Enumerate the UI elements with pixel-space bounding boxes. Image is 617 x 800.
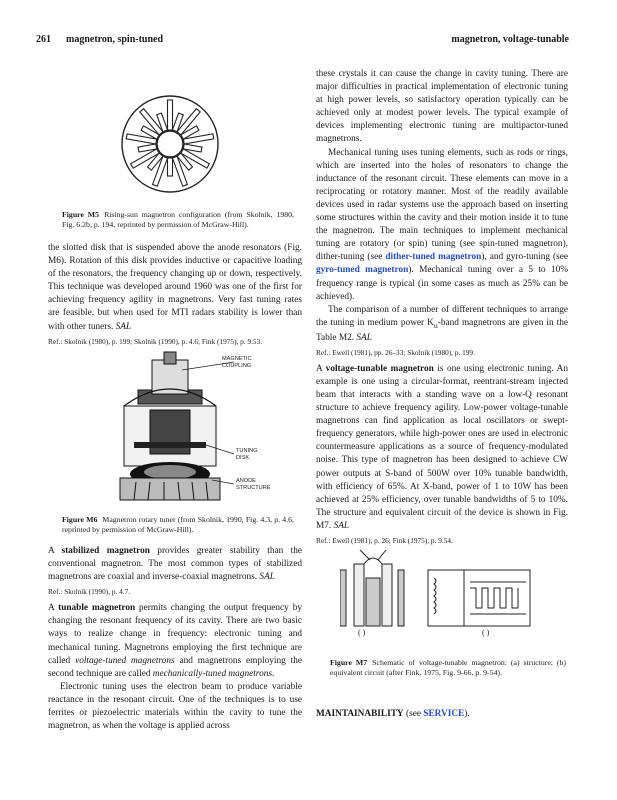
figure-m7-label: Figure M7 [330,658,368,667]
paragraph-slotted-disk: the slotted disk that is suspended above the anode resonators (Fig. M6). Rotation of this disk provides inductive or capacitive loading of the resonators, the frequency changing up or down, respectively. This technique was developed around 1960 was one of the first for achieving frequency agility in magnetrons. Very fast tuning rates are feasible, but when used for MTI radars stability is lower than with other tuners. SAL [48,243,302,332]
label-coupling: COUPLING [222,363,252,369]
term-tunable-magnetron: tunable magnetron [58,603,136,614]
right-column-text [316,68,568,551]
figure-m5-caption-text: Rising-sun magnetron configuration (from Skolnik, 1980, Fig. 6.2b, p. 194, reprinted by permission of McGraw-Hill). [62,210,294,230]
label-structure: STRUCTURE [236,485,271,491]
reference-stabilized: Ref.: Skolnik (1990), p. 4.7. [48,587,131,597]
page-number: 261 [36,34,51,45]
figure-m6-caption-text: Magnetron rotary tuner (from Skolnik, 1990, Fig. 4.3, p. 4.6, reprinted by permission of McGraw-Hill). [62,515,294,535]
figure-m5-rising-sun-drawing [118,92,222,196]
paragraph-stabilized-magnetron: A stabilized magnetron provides greater stability than the conventional magnetron. The most common types of stabilized magnetrons are coaxial and inverse-coaxial magnetrons. SAL [48,546,302,583]
label-magnetic: MAGNETIC [222,356,252,362]
label-anode: ANODE [236,478,256,484]
link-dither-tuned-magnetron[interactable]: dither-tuned magnetron [385,252,482,263]
author-initials: SAL [356,332,372,343]
reference-mechanical: Ref.: Ewell (1981), pp. 26–33; Skolnik (1980), p. 199. [316,347,475,357]
term-stabilized-magnetron: stabilized magnetron [61,546,150,556]
paragraph-mechanical-tuning: Mechanical tuning uses tuning elements, such as rods or rings, which are inserted into the holes of resonators to change the inductance of the resonant circuit. These elements can move in a reciprocating or rotatory manner. Most of the readily available devices used in radar systems use the approach based on inserting some structures within the cavity and their motion inside it to tune the magnetron. The main techniques to implement mechanical tuning are rotatory (or spin) tuning (see spin-tuned magnetron), dither-tuning (see dither-tuned magnetron), and gyro-tuning (see gyro-tuned magnetron). Mechanical tuning over a 5 to 10% frequency range is typical (in some cases as much as 25% can be achieved). [316,147,568,302]
author-initials: SAL [115,321,132,332]
author-initials: SAL [333,520,350,531]
figure-m7-label-a: ( ) [358,628,366,637]
figure-m7-caption [330,658,566,679]
figure-m6-caption [62,515,294,536]
paragraph-tunable-magnetron: A tunable magnetron permits changing the output frequency by changing the resonant frequency of its cavity. There are two basic ways to realize change in frequency: electronic tuning and mechanical tuning. Magnetrons employing the first technique are called voltage-tuned magnetrons and magnetrons employing the second technique are called mechanically-tuned magnetrons. [48,603,302,679]
resonator-slot [168,100,173,130]
figure-m7-caption-text: Schematic of voltage-tunable magnetron: (a) structure; (b) equivalent circuit (after Fink, 1975, Fig. 9-66, p. 9-54). [330,658,566,678]
maintainability-entry: MAINTAINABILITY (see SERVICE). [316,709,470,719]
paragraph-electronic-tuning: Electronic tuning uses the electron beam to produce variable reactance in the resonant circuit. One of the techniques is to use ferrites or piezoelectric materials within the cavity to tune the magnetron, as when the voltage is applied across [48,681,302,732]
paragraph-comparison: The comparison of a number of different techniques to arrange the tuning in medium power $K_u$-band magnetrons are given in the Table M2. SAL [316,304,568,343]
paragraph-voltage-tunable: A voltage-tunable magnetron is one using electronic tuning. An example is one using a circular-format, reentrant-stream injected beam that interacts with a standing wave on a low-Q resonant structure to achieve frequency agility. Low-power voltage-tunable magnetrons can find application as local oscillators or swept-frequency generators, while high-power ones are used in electronic countermeasure applications as a source of frequency-modulated noise. This type of magnetron has been designed to achieve CW power outputs at S-band of 500W over 10% tunable bandwidth, with efficiency of 65%. At X-band, power of 1 to 10W has been achieved at 25% efficiency, over tunable bandwidths of 5 to 10%. The structure and equivalent circuit of the device is shown in Fig. M7. SAL [316,363,569,531]
left-column-upper [48,242,302,352]
label-disk: DISK [236,455,250,461]
paragraph-crystals: these crystals it can cause the change in cavity tuning. There are major difficulties in practical implementation of electronic tuning at high power levels, so satisfactory operation typically can be achieved only at modest power levels. The typical example of devices implementing electronic tuning are multipactor-tuned magnetrons. [316,69,568,145]
figure-m6-label: Figure M6 [62,515,98,524]
term-voltage-tunable-magnetron: voltage-tunable magnetron [325,363,434,374]
label-tuning: TUNING [236,448,258,454]
author-initials: SAL [259,572,275,583]
term-maintainability: MAINTAINABILITY [316,709,404,719]
figure-m6-rotary-tuner-drawing [116,350,272,510]
left-column-lower [48,545,302,733]
figure-m5-caption [62,210,294,231]
reference-spin-tuned: Ref.: Skolnik (1980), p. 199; Skolnik (1990), p. 4.6; Fink (1975), p. 9.53. [48,336,263,346]
figure-m7-label-b: ( ) [482,628,490,637]
header-left-title: magnetron, spin-tuned [66,34,164,45]
running-header [36,34,569,48]
reference-voltage-tunable: Ref.: Ewell (1981), p. 26; Fink (1975), p. 9.54. [316,536,453,546]
link-service[interactable]: SERVICE [423,709,465,719]
resonator-slot [168,158,173,176]
link-gyro-tuned-magnetron[interactable]: gyro-tuned magnetron [316,265,409,276]
header-right-title: magnetron, voltage-tunable [451,34,569,45]
figure-m5-label: Figure M5 [62,210,100,219]
